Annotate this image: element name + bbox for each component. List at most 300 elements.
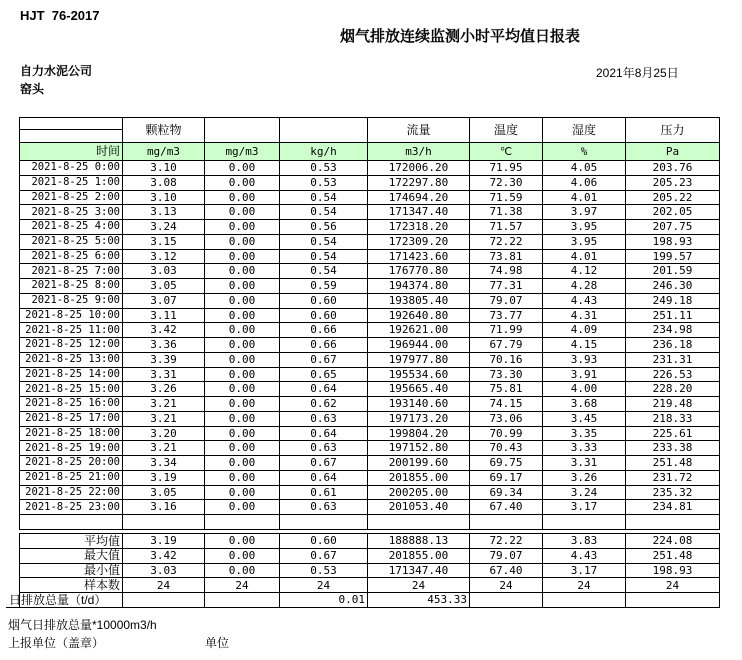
value-cell: 3.08: [123, 175, 205, 190]
value-cell: 79.07: [470, 548, 543, 563]
time-cell: 2021-8-25 18:00: [20, 426, 123, 441]
value-cell: 218.33: [626, 411, 720, 426]
table-row: [20, 426, 720, 441]
value-cell: 3.19: [123, 470, 205, 485]
value-cell: 0.54: [280, 249, 368, 264]
value-cell: 4.28: [543, 279, 626, 294]
value-cell: 3.15: [123, 234, 205, 249]
total-body: [9, 592, 720, 608]
empty-cell: [543, 515, 626, 530]
value-cell: 202.05: [626, 205, 720, 220]
report-date: 2021年8月25日: [596, 66, 679, 80]
value-cell: 201.59: [626, 264, 720, 279]
value-cell: 70.99: [470, 426, 543, 441]
value-cell: 0.53: [280, 175, 368, 190]
value-cell: 71.38: [470, 205, 543, 220]
value-cell: 193805.40: [368, 293, 470, 308]
value-cell: 3.24: [543, 485, 626, 500]
value-cell: 176770.80: [368, 264, 470, 279]
empty-cell: [123, 593, 205, 608]
value-cell: 4.06: [543, 175, 626, 190]
value-cell: 235.32: [626, 485, 720, 500]
value-cell: 4.01: [543, 190, 626, 205]
time-cell: 2021-8-25 13:00: [20, 352, 123, 367]
value-cell: 0.00: [205, 234, 280, 249]
value-cell: 0.63: [280, 411, 368, 426]
time-cell: 2021-8-25 1:00: [20, 175, 123, 190]
time-cell: 2021-8-25 7:00: [20, 264, 123, 279]
time-cell: 2021-8-25 14:00: [20, 367, 123, 382]
standard-label: HJT 76-2017: [20, 8, 100, 23]
value-cell: 0.00: [205, 500, 280, 515]
value-cell: 226.53: [626, 367, 720, 382]
empty-cell: [20, 515, 123, 530]
value-cell: 69.34: [470, 485, 543, 500]
value-cell: 3.21: [123, 441, 205, 456]
total-row: [20, 593, 720, 608]
value-cell: 0.60: [280, 534, 368, 549]
time-cell: 2021-8-25 5:00: [20, 234, 123, 249]
total-label-text: 日排放总量（t/d）: [9, 592, 107, 607]
value-cell: 172006.20: [368, 161, 470, 176]
value-cell: 188888.13: [368, 534, 470, 549]
value-cell: 24: [205, 578, 280, 593]
value-cell: 3.10: [123, 190, 205, 205]
value-cell: 171347.40: [368, 563, 470, 578]
spacer-body: [20, 515, 720, 530]
value-cell: 0.00: [205, 485, 280, 500]
value-cell: 73.77: [470, 308, 543, 323]
table-row: [20, 352, 720, 367]
value-cell: 246.30: [626, 279, 720, 294]
summary-label-cell: 最小值: [20, 563, 123, 578]
value-cell: 195534.60: [368, 367, 470, 382]
value-cell: 0.00: [205, 397, 280, 412]
value-cell: 205.22: [626, 190, 720, 205]
value-cell: 72.30: [470, 175, 543, 190]
value-cell: 4.00: [543, 382, 626, 397]
monitoring-point: 窑头: [20, 82, 45, 96]
value-cell: 197977.80: [368, 352, 470, 367]
value-cell: 3.26: [543, 470, 626, 485]
value-cell: 200199.60: [368, 456, 470, 471]
value-cell: 0.00: [205, 411, 280, 426]
value-cell: 0.62: [280, 397, 368, 412]
value-cell: 0.00: [205, 249, 280, 264]
value-cell: 73.30: [470, 367, 543, 382]
value-cell: 249.18: [626, 293, 720, 308]
table-row: [20, 397, 720, 412]
value-cell: 172318.20: [368, 220, 470, 235]
value-cell: 71.57: [470, 220, 543, 235]
value-cell: 0.00: [205, 338, 280, 353]
value-cell: 4.01: [543, 249, 626, 264]
value-cell: 0.66: [280, 338, 368, 353]
value-cell: 77.31: [470, 279, 543, 294]
col-header-blank-1: [205, 118, 280, 143]
value-cell: 72.22: [470, 234, 543, 249]
unit-label: 单位: [205, 636, 230, 650]
hourly-table: [19, 117, 720, 530]
value-cell: 0.00: [205, 264, 280, 279]
value-cell: 71.95: [470, 161, 543, 176]
time-cell: 2021-8-25 23:00: [20, 500, 123, 515]
data-rows-body: [20, 161, 720, 515]
value-cell: 0.00: [205, 563, 280, 578]
value-cell: 203.76: [626, 161, 720, 176]
table-row: [20, 175, 720, 190]
col-header-humidity: 湿度: [543, 118, 626, 143]
value-cell: 199.57: [626, 249, 720, 264]
col-header-pressure: 压力: [626, 118, 720, 143]
corner-cell-top: [20, 118, 123, 130]
table-row: [20, 293, 720, 308]
value-cell: 75.81: [470, 382, 543, 397]
time-cell: 2021-8-25 2:00: [20, 190, 123, 205]
value-cell: 4.12: [543, 264, 626, 279]
value-cell: 197173.20: [368, 411, 470, 426]
value-cell: 3.68: [543, 397, 626, 412]
flow-total-note: 烟气日排放总量*10000m3/h: [8, 618, 157, 632]
value-cell: 3.42: [123, 323, 205, 338]
value-cell: 0.00: [205, 382, 280, 397]
table-row: [20, 548, 720, 563]
table-row: [20, 205, 720, 220]
table-row: [20, 249, 720, 264]
empty-cell: [123, 515, 205, 530]
time-cell: 2021-8-25 0:00: [20, 161, 123, 176]
value-cell: 195665.40: [368, 382, 470, 397]
value-cell: 196944.00: [368, 338, 470, 353]
value-cell: 4.43: [543, 293, 626, 308]
value-cell: 69.75: [470, 456, 543, 471]
time-column-header: 时间: [20, 143, 123, 161]
value-cell: 3.91: [543, 367, 626, 382]
value-cell: 231.72: [626, 470, 720, 485]
total-m3h-value: 453.33: [368, 593, 470, 608]
value-cell: 72.22: [470, 534, 543, 549]
value-cell: 251.48: [626, 548, 720, 563]
table-row: [20, 578, 720, 593]
value-cell: 219.48: [626, 397, 720, 412]
value-cell: 0.64: [280, 426, 368, 441]
company-name: 自力水泥公司: [20, 64, 93, 78]
value-cell: 3.33: [543, 441, 626, 456]
value-cell: 201855.00: [368, 470, 470, 485]
value-cell: 3.13: [123, 205, 205, 220]
empty-cell: [543, 593, 626, 608]
unit-celsius: ℃: [470, 143, 543, 161]
value-cell: 79.07: [470, 293, 543, 308]
value-cell: 0.00: [205, 205, 280, 220]
value-cell: 194374.80: [368, 279, 470, 294]
page-title: 烟气排放连续监测小时平均值日报表: [340, 28, 581, 45]
empty-cell: [368, 515, 470, 530]
value-cell: 3.17: [543, 563, 626, 578]
value-cell: 0.00: [205, 175, 280, 190]
value-cell: 3.35: [543, 426, 626, 441]
time-cell: 2021-8-25 12:00: [20, 338, 123, 353]
time-cell: 2021-8-25 10:00: [20, 308, 123, 323]
table-row: [20, 338, 720, 353]
table-row: [20, 279, 720, 294]
table-row: [20, 190, 720, 205]
value-cell: 0.53: [280, 161, 368, 176]
units-row: [20, 143, 720, 161]
value-cell: 3.12: [123, 249, 205, 264]
value-cell: 234.81: [626, 500, 720, 515]
time-cell: 2021-8-25 3:00: [20, 205, 123, 220]
value-cell: 0.66: [280, 323, 368, 338]
value-cell: 4.15: [543, 338, 626, 353]
value-cell: 3.05: [123, 279, 205, 294]
value-cell: 3.95: [543, 234, 626, 249]
spacer-row: [20, 515, 720, 530]
value-cell: 69.17: [470, 470, 543, 485]
value-cell: 24: [280, 578, 368, 593]
summary-table: [9, 533, 720, 608]
value-cell: 3.26: [123, 382, 205, 397]
value-cell: 172297.80: [368, 175, 470, 190]
col-header-flow: 流量: [368, 118, 470, 143]
value-cell: 67.79: [470, 338, 543, 353]
summary-label-cell: 平均值: [20, 534, 123, 549]
value-cell: 67.40: [470, 500, 543, 515]
time-cell: 2021-8-25 22:00: [20, 485, 123, 500]
table-row: [20, 264, 720, 279]
value-cell: 0.60: [280, 308, 368, 323]
value-cell: 3.03: [123, 563, 205, 578]
reporting-unit-label: 上报单位（盖章）: [8, 636, 105, 650]
value-cell: 0.65: [280, 367, 368, 382]
table-row: [20, 534, 720, 549]
value-cell: 234.98: [626, 323, 720, 338]
value-cell: 0.61: [280, 485, 368, 500]
value-cell: 225.61: [626, 426, 720, 441]
value-cell: 3.21: [123, 397, 205, 412]
table-row: [20, 485, 720, 500]
value-cell: 24: [543, 578, 626, 593]
unit-m3h: m3/h: [368, 143, 470, 161]
value-cell: 0.00: [205, 190, 280, 205]
time-cell: 2021-8-25 11:00: [20, 323, 123, 338]
value-cell: 73.06: [470, 411, 543, 426]
table-row: [20, 500, 720, 515]
empty-cell: [470, 515, 543, 530]
value-cell: 0.54: [280, 264, 368, 279]
table-row: [20, 411, 720, 426]
value-cell: 207.75: [626, 220, 720, 235]
unit-kgh: kg/h: [280, 143, 368, 161]
value-cell: 0.00: [205, 293, 280, 308]
value-cell: 4.31: [543, 308, 626, 323]
time-cell: 2021-8-25 19:00: [20, 441, 123, 456]
value-cell: 0.00: [205, 534, 280, 549]
value-cell: 0.63: [280, 441, 368, 456]
summary-rows-body: [20, 534, 720, 593]
value-cell: 174694.20: [368, 190, 470, 205]
value-cell: 198.93: [626, 563, 720, 578]
value-cell: 3.20: [123, 426, 205, 441]
group-header-row: [20, 118, 720, 130]
value-cell: 3.95: [543, 220, 626, 235]
empty-cell: [626, 593, 720, 608]
time-cell: 2021-8-25 20:00: [20, 456, 123, 471]
table-row: [20, 234, 720, 249]
value-cell: 200205.00: [368, 485, 470, 500]
value-cell: 67.40: [470, 563, 543, 578]
col-header-blank-2: [280, 118, 368, 143]
value-cell: 0.00: [205, 470, 280, 485]
value-cell: 0.00: [205, 279, 280, 294]
value-cell: 231.31: [626, 352, 720, 367]
time-cell: 2021-8-25 8:00: [20, 279, 123, 294]
value-cell: 3.31: [543, 456, 626, 471]
value-cell: 3.17: [543, 500, 626, 515]
value-cell: 0.00: [205, 441, 280, 456]
value-cell: 0.00: [205, 308, 280, 323]
hourly-table-header: [20, 118, 720, 161]
value-cell: 3.24: [123, 220, 205, 235]
time-cell: 2021-8-25 9:00: [20, 293, 123, 308]
time-cell: 2021-8-25 17:00: [20, 411, 123, 426]
value-cell: 3.16: [123, 500, 205, 515]
value-cell: 3.31: [123, 367, 205, 382]
value-cell: 198.93: [626, 234, 720, 249]
value-cell: 0.56: [280, 220, 368, 235]
col-header-temperature: 温度: [470, 118, 543, 143]
summary-label-cell: 样本数: [20, 578, 123, 593]
value-cell: 224.08: [626, 534, 720, 549]
value-cell: 4.05: [543, 161, 626, 176]
table-row: [20, 441, 720, 456]
table-row: [20, 161, 720, 176]
value-cell: 0.00: [205, 367, 280, 382]
value-cell: 3.10: [123, 161, 205, 176]
total-kgh-value: 0.01: [280, 593, 368, 608]
value-cell: 71.59: [470, 190, 543, 205]
table-row: [20, 456, 720, 471]
value-cell: 0.00: [205, 352, 280, 367]
empty-cell: [280, 515, 368, 530]
value-cell: 233.38: [626, 441, 720, 456]
value-cell: 0.63: [280, 500, 368, 515]
value-cell: 3.39: [123, 352, 205, 367]
unit-percent: %: [543, 143, 626, 161]
value-cell: 0.67: [280, 456, 368, 471]
value-cell: 0.00: [205, 548, 280, 563]
value-cell: 3.19: [123, 534, 205, 549]
value-cell: 4.09: [543, 323, 626, 338]
value-cell: 24: [626, 578, 720, 593]
table-row: [20, 308, 720, 323]
value-cell: 0.00: [205, 323, 280, 338]
corner-cell-bottom: [20, 130, 123, 143]
value-cell: 0.64: [280, 470, 368, 485]
value-cell: 4.43: [543, 548, 626, 563]
value-cell: 197152.80: [368, 441, 470, 456]
unit-mgm3-2: mg/m3: [205, 143, 280, 161]
unit-pa: Pa: [626, 143, 720, 161]
table-row: [20, 367, 720, 382]
value-cell: 0.64: [280, 382, 368, 397]
value-cell: 3.42: [123, 548, 205, 563]
value-cell: 3.93: [543, 352, 626, 367]
value-cell: 0.54: [280, 234, 368, 249]
value-cell: 251.48: [626, 456, 720, 471]
unit-mgm3-1: mg/m3: [123, 143, 205, 161]
value-cell: 236.18: [626, 338, 720, 353]
value-cell: 3.45: [543, 411, 626, 426]
value-cell: 3.83: [543, 534, 626, 549]
time-cell: 2021-8-25 21:00: [20, 470, 123, 485]
value-cell: 0.00: [205, 220, 280, 235]
value-cell: 3.36: [123, 338, 205, 353]
value-cell: 0.00: [205, 426, 280, 441]
table-row: [20, 470, 720, 485]
value-cell: 3.07: [123, 293, 205, 308]
value-cell: 3.05: [123, 485, 205, 500]
value-cell: 74.15: [470, 397, 543, 412]
empty-cell: [205, 515, 280, 530]
value-cell: 0.00: [205, 456, 280, 471]
col-header-particulate: 颗粒物: [123, 118, 205, 143]
value-cell: 192621.00: [368, 323, 470, 338]
time-cell: 2021-8-25 6:00: [20, 249, 123, 264]
empty-cell: [470, 593, 543, 608]
value-cell: 24: [123, 578, 205, 593]
table-row: [20, 220, 720, 235]
value-cell: 0.54: [280, 190, 368, 205]
value-cell: 3.97: [543, 205, 626, 220]
value-cell: 228.20: [626, 382, 720, 397]
empty-cell: [626, 515, 720, 530]
value-cell: 3.21: [123, 411, 205, 426]
value-cell: 0.00: [205, 161, 280, 176]
value-cell: 73.81: [470, 249, 543, 264]
value-cell: 74.98: [470, 264, 543, 279]
value-cell: 24: [368, 578, 470, 593]
value-cell: 0.53: [280, 563, 368, 578]
summary-label-cell: 最大值: [20, 548, 123, 563]
value-cell: 171423.60: [368, 249, 470, 264]
value-cell: 193140.60: [368, 397, 470, 412]
value-cell: 0.60: [280, 293, 368, 308]
value-cell: 3.34: [123, 456, 205, 471]
value-cell: 171347.40: [368, 205, 470, 220]
value-cell: 201053.40: [368, 500, 470, 515]
tables-container: [9, 117, 720, 608]
time-cell: 2021-8-25 16:00: [20, 397, 123, 412]
value-cell: 201855.00: [368, 548, 470, 563]
value-cell: 0.54: [280, 205, 368, 220]
empty-cell: [205, 593, 280, 608]
value-cell: 251.11: [626, 308, 720, 323]
value-cell: 172309.20: [368, 234, 470, 249]
value-cell: 192640.80: [368, 308, 470, 323]
value-cell: 0.67: [280, 548, 368, 563]
table-row: [20, 382, 720, 397]
value-cell: 71.99: [470, 323, 543, 338]
value-cell: 70.43: [470, 441, 543, 456]
value-cell: 24: [470, 578, 543, 593]
value-cell: 0.67: [280, 352, 368, 367]
time-cell: 2021-8-25 15:00: [20, 382, 123, 397]
time-cell: 2021-8-25 4:00: [20, 220, 123, 235]
value-cell: 3.03: [123, 264, 205, 279]
value-cell: 0.59: [280, 279, 368, 294]
value-cell: 199804.20: [368, 426, 470, 441]
